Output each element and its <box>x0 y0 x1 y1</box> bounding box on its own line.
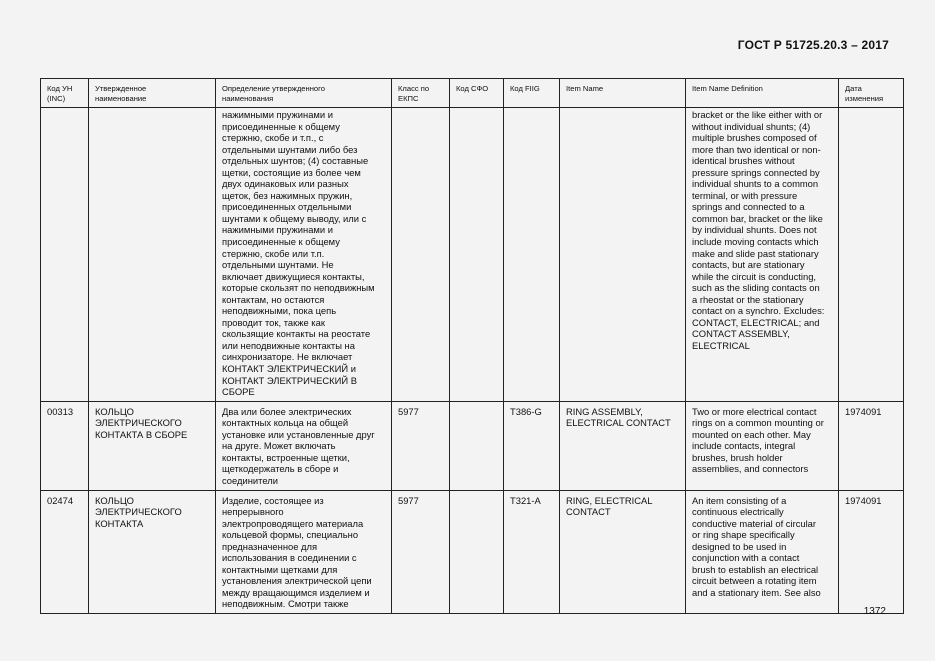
cell-fiig-code: T386-G <box>504 401 560 490</box>
col-header-inc: Код УН (INC) <box>41 79 89 108</box>
cell-definition-ru: Два или более электрических контактных кольца на общей установке или установленные друг на друге. Может включать контакты, встроенные щетки, щеткодержатель в сборе и соединители <box>216 401 392 490</box>
cell-approved-name <box>89 108 216 402</box>
page-number: 1372 <box>863 606 886 617</box>
table-row <box>41 490 904 613</box>
cell-definition-en: bracket or the like either with or without individual shunts; (4) multiple brushes composed of more than two identical or non- identical brushes without pressure springs connected by individual shunts to a common terminal, or with pressure springs and connected to a common bar, bracket or the like by individual shunts. Does not include moving contacts which make and slide past stationary contacts, but are stationary while the circuit is conducting, such as the sliding contacts on a rheostat or the stationary contact on a synchro. Excludes: CONTACT, ELECTRICAL; and CONTACT ASSEMBLY, ELECTRICAL <box>686 108 839 402</box>
cell-approved-name: КОЛЬЦО ЭЛЕКТРИЧЕСКОГО КОНТАКТА В СБОРЕ <box>89 401 216 490</box>
cell-ekps-class <box>392 108 450 402</box>
cell-definition-en: An item consisting of a continuous electrically conductive material of circular or ring shape specifically designed to be used in conjunction with a contact brush to establish an electrical circuit between a rotating item and a stationary item. See also <box>686 490 839 613</box>
table-row <box>41 401 904 490</box>
cell-sfo-code <box>450 401 504 490</box>
cell-item-name <box>560 108 686 402</box>
col-header-item-name-definition: Item Name Definition <box>686 79 839 108</box>
cell-approved-name: КОЛЬЦО ЭЛЕКТРИЧЕСКОГО КОНТАКТА <box>89 490 216 613</box>
cell-item-name: RING, ELECTRICAL CONTACT <box>560 490 686 613</box>
nomenclature-table <box>40 78 904 614</box>
cell-ekps-class: 5977 <box>392 401 450 490</box>
cell-item-name: RING ASSEMBLY, ELECTRICAL CONTACT <box>560 401 686 490</box>
cell-inc: 02474 <box>41 490 89 613</box>
cell-change-date: 1974091 <box>839 490 904 613</box>
cell-definition-en: Two or more electrical contact rings on a common mounting or mounted on each other. May include contacts, integral brushes, brush holder assemblies, and connectors <box>686 401 839 490</box>
standard-designation: ГОСТ Р 51725.20.3 – 2017 <box>737 38 889 52</box>
col-header-change-date: Дата изменения <box>839 79 904 108</box>
cell-sfo-code <box>450 108 504 402</box>
cell-sfo-code <box>450 490 504 613</box>
table-row <box>41 108 904 402</box>
cell-fiig-code <box>504 108 560 402</box>
col-header-approved-name: Утвержденное наименование <box>89 79 216 108</box>
cell-ekps-class: 5977 <box>392 490 450 613</box>
col-header-ekps-class: Класс по ЕКПС <box>392 79 450 108</box>
cell-definition-ru: Изделие, состоящее из непрерывного электропроводящего материала кольцевой формы, специально предназначенное для использования в соединении с контактными щетками для установления электрической цепи между вращающимся изделием и неподвижным. Смотри также <box>216 490 392 613</box>
cell-change-date: 1974091 <box>839 401 904 490</box>
col-header-sfo-code: Код СФО <box>450 79 504 108</box>
col-header-fiig-code: Код FIIG <box>504 79 560 108</box>
cell-change-date <box>839 108 904 402</box>
col-header-definition-ru: Определение утвержденного наименования <box>216 79 392 108</box>
cell-inc <box>41 108 89 402</box>
cell-definition-ru: нажимными пружинами и присоединенные к общему стержню, скобе и т.п., с отдельными шунтами либо без отдельных шунтов; (4) составные щетки, состоящие из более чем двух одинаковых или разных щеток, без нажимных пружин, присоединенных отдельными шунтами к общему выводу, или с нажимными пружинами и присоединенные к общему стержню, скобе или т.п. отдельными шунтами. Не включает движущиеся контакты, которые скользят по неподвижным контактам, но остаются неподвижными, пока цепь проводит ток, также как скользящие контакты на реостате или неподвижные контакты на синхронизаторе. Не включает КОНТАКТ ЭЛЕКТРИЧЕСКИЙ и КОНТАКТ ЭЛЕКТРИЧЕСКИЙ В СБОРЕ <box>216 108 392 402</box>
table-header-row <box>41 79 904 108</box>
col-header-item-name: Item Name <box>560 79 686 108</box>
cell-fiig-code: T321-A <box>504 490 560 613</box>
cell-inc: 00313 <box>41 401 89 490</box>
